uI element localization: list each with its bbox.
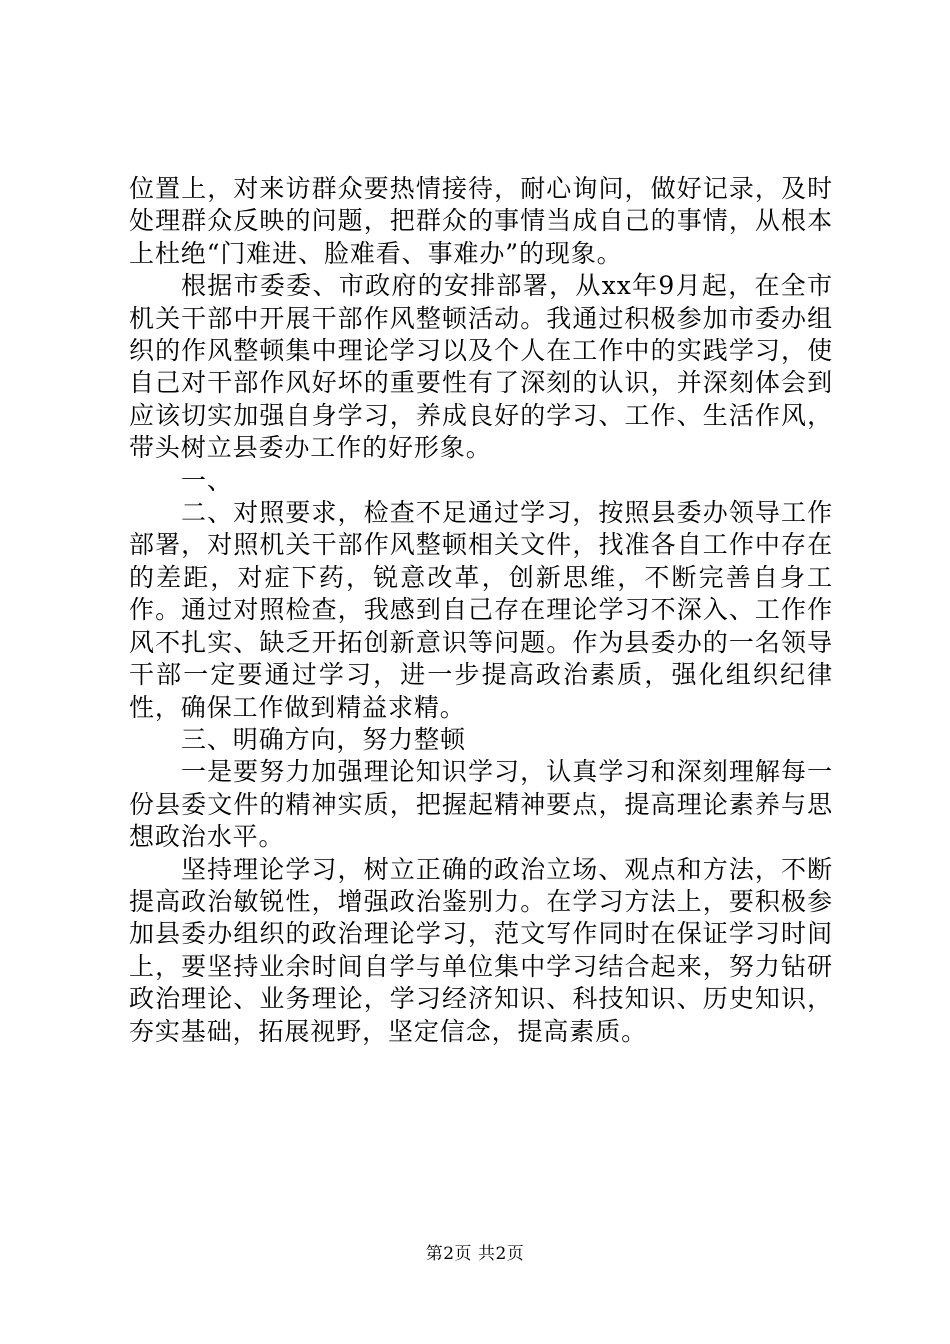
page-number-label: 第2页 共2页 bbox=[425, 1244, 525, 1264]
page-footer bbox=[0, 1243, 950, 1265]
section-heading-one: 一、 bbox=[181, 465, 233, 495]
paragraph-section-two: 二、对照要求，检查不足通过学习，按照县委办领导工作部署，对照机关干部作风整顿相关文件，找准各自工作中存在的差距，对症下药，锐意改革，创新思维，不断完善自身工作。通过对照检查，我感到自己存在理论学习不深入、工作作风不扎实、缺乏开拓创新意识等问题。作为县委办的一名领导干部一定要通过学习，进一步提高政治素质，强化组织纪律性，确保工作做到精益求精。 bbox=[129, 498, 833, 722]
paragraph-intro: 根据市委委、市政府的安排部署，从xx年9月起，在全市机关干部中开展干部作风整顿活动。我通过积极参加市委办组织的作风整顿集中理论学习以及个人在工作中的实践学习，使自己对干部作风好坏的重要性有了深刻的认识，并深刻体会到应该切实加强自身学习，养成良好的学习、工作、生活作风，带头树立县委办工作的好形象。 bbox=[129, 271, 833, 463]
section-heading-three: 三、明确方向，努力整顿 bbox=[181, 724, 466, 754]
paragraph-point-one: 一是要努力加强理论知识学习，认真学习和深刻理解每一份县委文件的精神实质，把握起精神要点，提高理论素养与思想政治水平。 bbox=[129, 757, 833, 852]
paragraph-theory-study: 坚持理论学习，树立正确的政治立场、观点和方法，不断提高政治敏锐性，增强政治鉴别力。在学习方法上，要积极参加县委办组织的政治理论学习，范文写作同时在保证学习时间上，要坚持业余时间自学与单位集中学习结合起来，努力钻研政治理论、业务理论，学习经济知识、科技知识、历史知识，夯实基础，拓展视野，坚定信念，提高素质。 bbox=[129, 854, 833, 1046]
paragraph-continuation: 位置上，对来访群众要热情接待，耐心询问，做好记录，及时处理群众反映的问题，把群众的事情当成自己的事情，从根本上杜绝“门难进、脸难看、事难办”的现象。 bbox=[129, 174, 833, 268]
document-body bbox=[129, 173, 833, 1048]
